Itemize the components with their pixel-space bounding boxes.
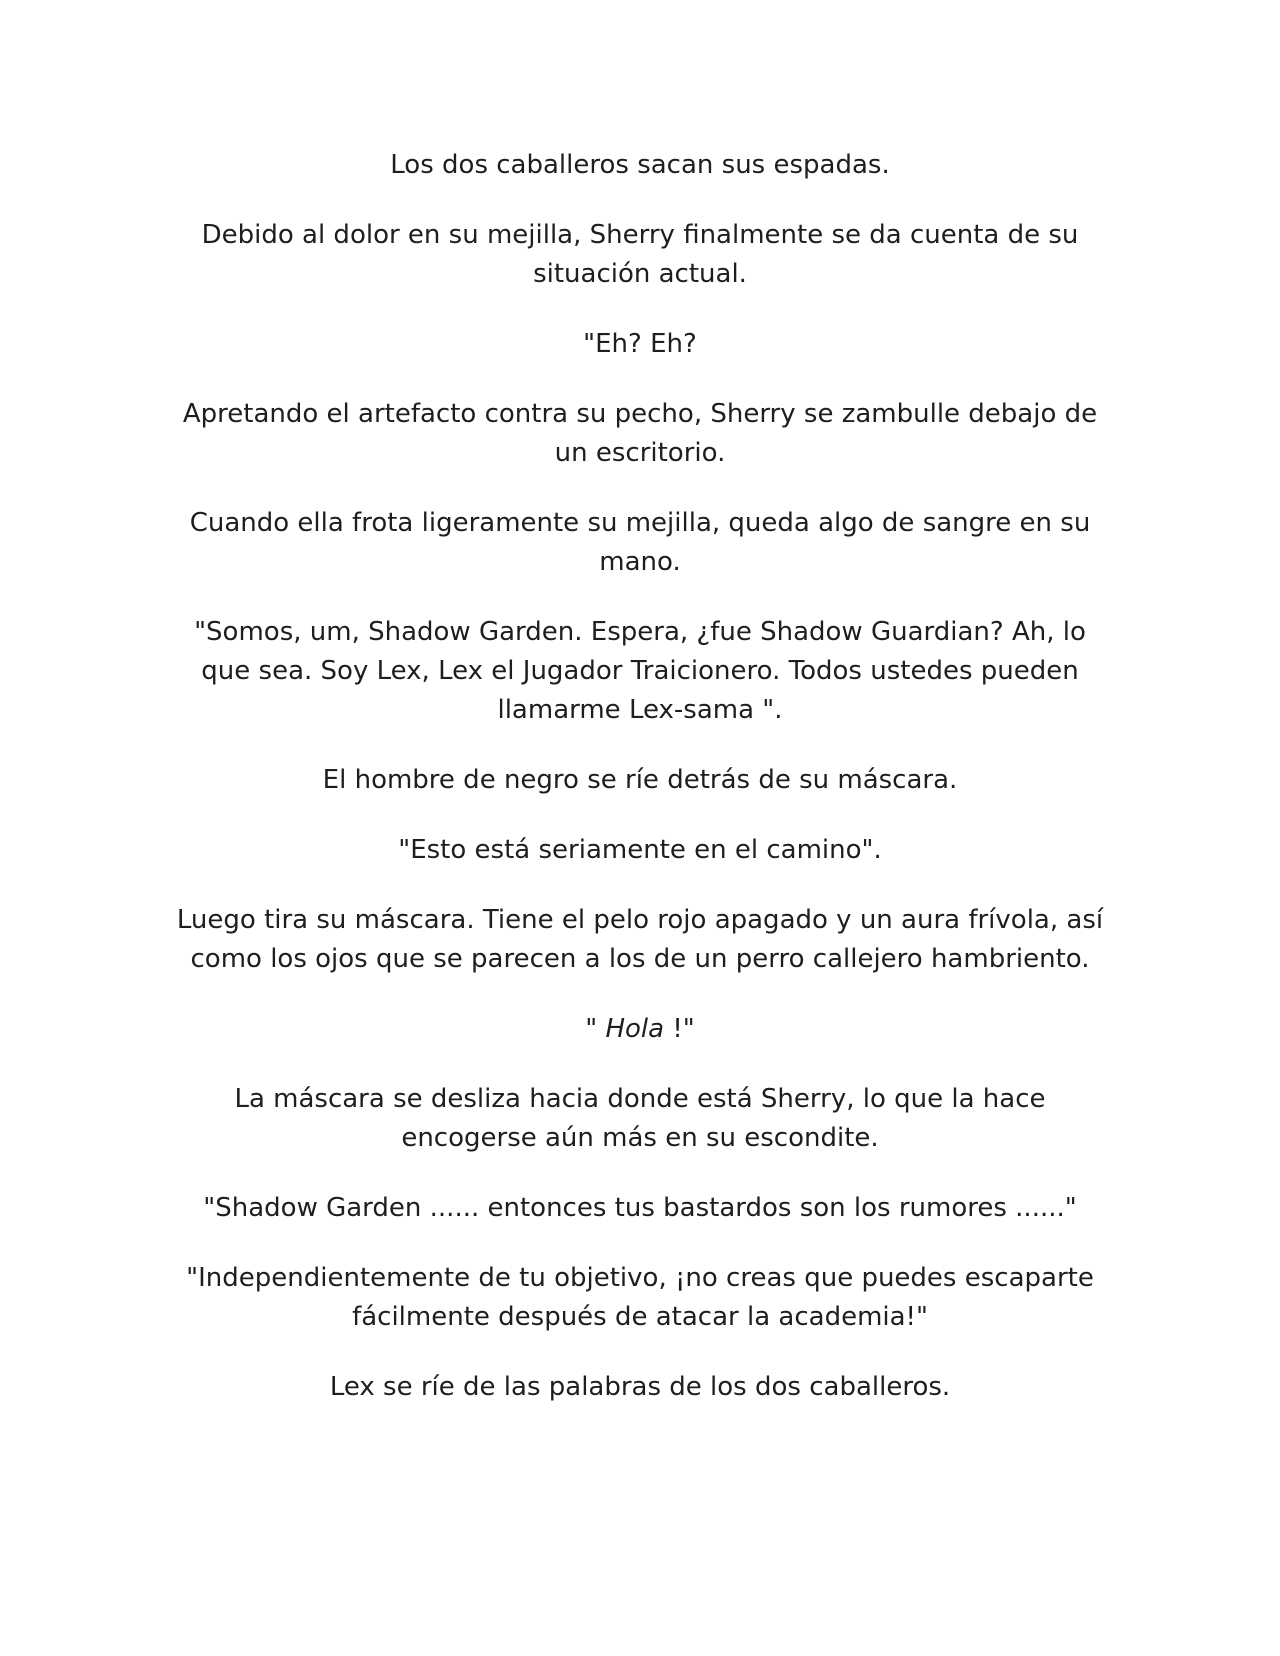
paragraph: Luego tira su máscara. Tiene el pelo rojo apagado y un aura frívola, así como los ojos que se parecen a los de un perro callejero hambriento. xyxy=(176,905,1104,974)
paragraph: Cuando ella frota ligeramente su mejilla, queda algo de sangre en su mano. xyxy=(189,508,1091,577)
paragraph: Debido al dolor en su mejilla, Sherry finalmente se da cuenta de su situación actual. xyxy=(201,220,1079,289)
paragraph: "Esto está seriamente en el camino". xyxy=(398,835,882,865)
paragraph: El hombre de negro se ríe detrás de su máscara. xyxy=(322,765,958,795)
hola-word: Hola xyxy=(605,1014,665,1044)
paragraph: "Eh? Eh? xyxy=(583,329,697,359)
paragraph: Lex se ríe de las palabras de los dos caballeros. xyxy=(329,1372,951,1402)
paragraph: "Independientemente de tu objetivo, ¡no creas que puedes escaparte fácilmente después de atacar la academia!" xyxy=(186,1263,1094,1332)
paragraph: Los dos caballeros sacan sus espadas. xyxy=(390,150,890,180)
paragraph: "Shadow Garden ...... entonces tus bastardos son los rumores ......" xyxy=(203,1193,1077,1223)
document-body xyxy=(175,146,1105,1438)
paragraph: Apretando el artefacto contra su pecho, Sherry se zambulle debajo de un escritorio. xyxy=(182,399,1098,468)
hola-paragraph xyxy=(175,1010,1105,1049)
hola-open-quote: " xyxy=(585,1014,606,1044)
paragraph: La máscara se desliza hacia donde está Sherry, lo que la hace encogerse aún más en su escondite. xyxy=(234,1084,1046,1153)
paragraph: "Somos, um, Shadow Garden. Espera, ¿fue Shadow Guardian? Ah, lo que sea. Soy Lex, Lex el Jugador Traicionero. Todos ustedes pueden llamarme Lex-sama ". xyxy=(194,617,1086,725)
hola-close-quote: !" xyxy=(664,1014,695,1044)
